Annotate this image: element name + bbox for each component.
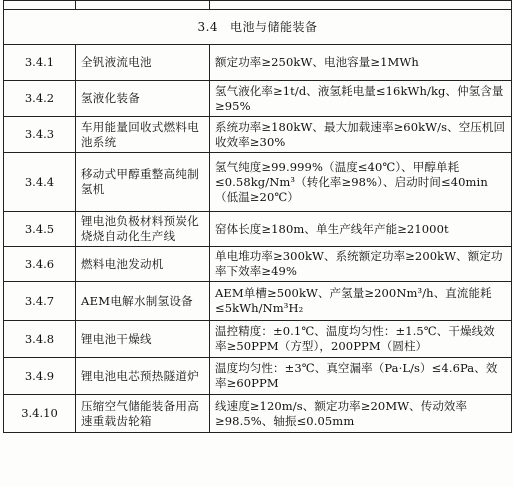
item-requirement: 温控精度：±0.1℃、温度均匀性：±1.5℃、干燥线效率≥50PPM（方型），200PPM（圆柱）: [210, 321, 512, 358]
table-row: [4, 212, 512, 247]
item-requirement: 氢气纯度≥99.999%（温度≤40℃）、甲醇单耗≤0.58kg/Nm³（转化率≥98%）、启动时间≤40min（低温≥20℃）: [210, 153, 512, 212]
section-header-row: [4, 10, 512, 45]
item-name: 锂电池电芯预热隧道炉: [76, 358, 210, 395]
equipment-spec-table: [3, 0, 512, 433]
item-name: AEM电解水制氢设备: [76, 282, 210, 321]
table-row: [4, 247, 512, 282]
item-number: 3.4.3: [4, 117, 76, 153]
item-name: 锂电池负极材料预炭化烧烧自动化生产线: [76, 212, 210, 247]
section-title: 电池与储能装备: [230, 19, 318, 34]
item-requirement: AEM单槽≥500kW、产氢量≥200Nm³/h、直流能耗≤5kWh/Nm³H₂: [210, 282, 512, 321]
item-name: 氢液化装备: [76, 81, 210, 117]
item-number: 3.4.2: [4, 81, 76, 117]
item-requirement: 窑体长度≥180m、单生产线年产能≥21000t: [210, 212, 512, 247]
table-row: [4, 358, 512, 395]
item-number: 3.4.6: [4, 247, 76, 282]
table-row: [4, 321, 512, 358]
item-number: 3.4.8: [4, 321, 76, 358]
section-header: [4, 10, 512, 45]
item-name: 全钒液流电池: [76, 45, 210, 81]
item-requirement: 额定功率≥250kW、电池容量≥1MWh: [210, 45, 512, 81]
item-name: 压缩空气储能装备用高速重载齿轮箱: [76, 395, 210, 433]
item-requirement: 氢气液化率≥1t/d、液氢耗电量≤16kWh/kg、仲氢含量≥95%: [210, 81, 512, 117]
item-name: 锂电池干燥线: [76, 321, 210, 358]
item-name: 车用能量回收式燃料电池系统: [76, 117, 210, 153]
item-requirement: 温度均匀性：±3℃、真空漏率（Pa·L/s）≤4.6Pa、效率≥60PPM: [210, 358, 512, 395]
table-row: [4, 282, 512, 321]
table-row: [4, 81, 512, 117]
item-number: 3.4.4: [4, 153, 76, 212]
item-requirement: 线速度≥120m/s、额定功率≥20MW、传动效率≥98.5%、轴振≤0.05mm: [210, 395, 512, 433]
item-name: 燃料电池发动机: [76, 247, 210, 282]
table-row: [4, 117, 512, 153]
item-number: 3.4.7: [4, 282, 76, 321]
item-requirement: 单电堆功率≥300kW、系统额定功率≥200kW、额定功率下效率≥49%: [210, 247, 512, 282]
table-row: [4, 395, 512, 433]
table-row: [4, 45, 512, 81]
item-number: 3.4.1: [4, 45, 76, 81]
table-row: [4, 153, 512, 212]
section-number: 3.4: [197, 19, 219, 34]
item-number: 3.4.10: [4, 395, 76, 433]
item-number: 3.4.5: [4, 212, 76, 247]
table-top-edge: [4, 1, 512, 10]
item-requirement: 系统功率≥180kW、最大加载速率≥60kW/s、空压机回收效率≥30%: [210, 117, 512, 153]
item-name: 移动式甲醇重整高纯制氢机: [76, 153, 210, 212]
item-number: 3.4.9: [4, 358, 76, 395]
